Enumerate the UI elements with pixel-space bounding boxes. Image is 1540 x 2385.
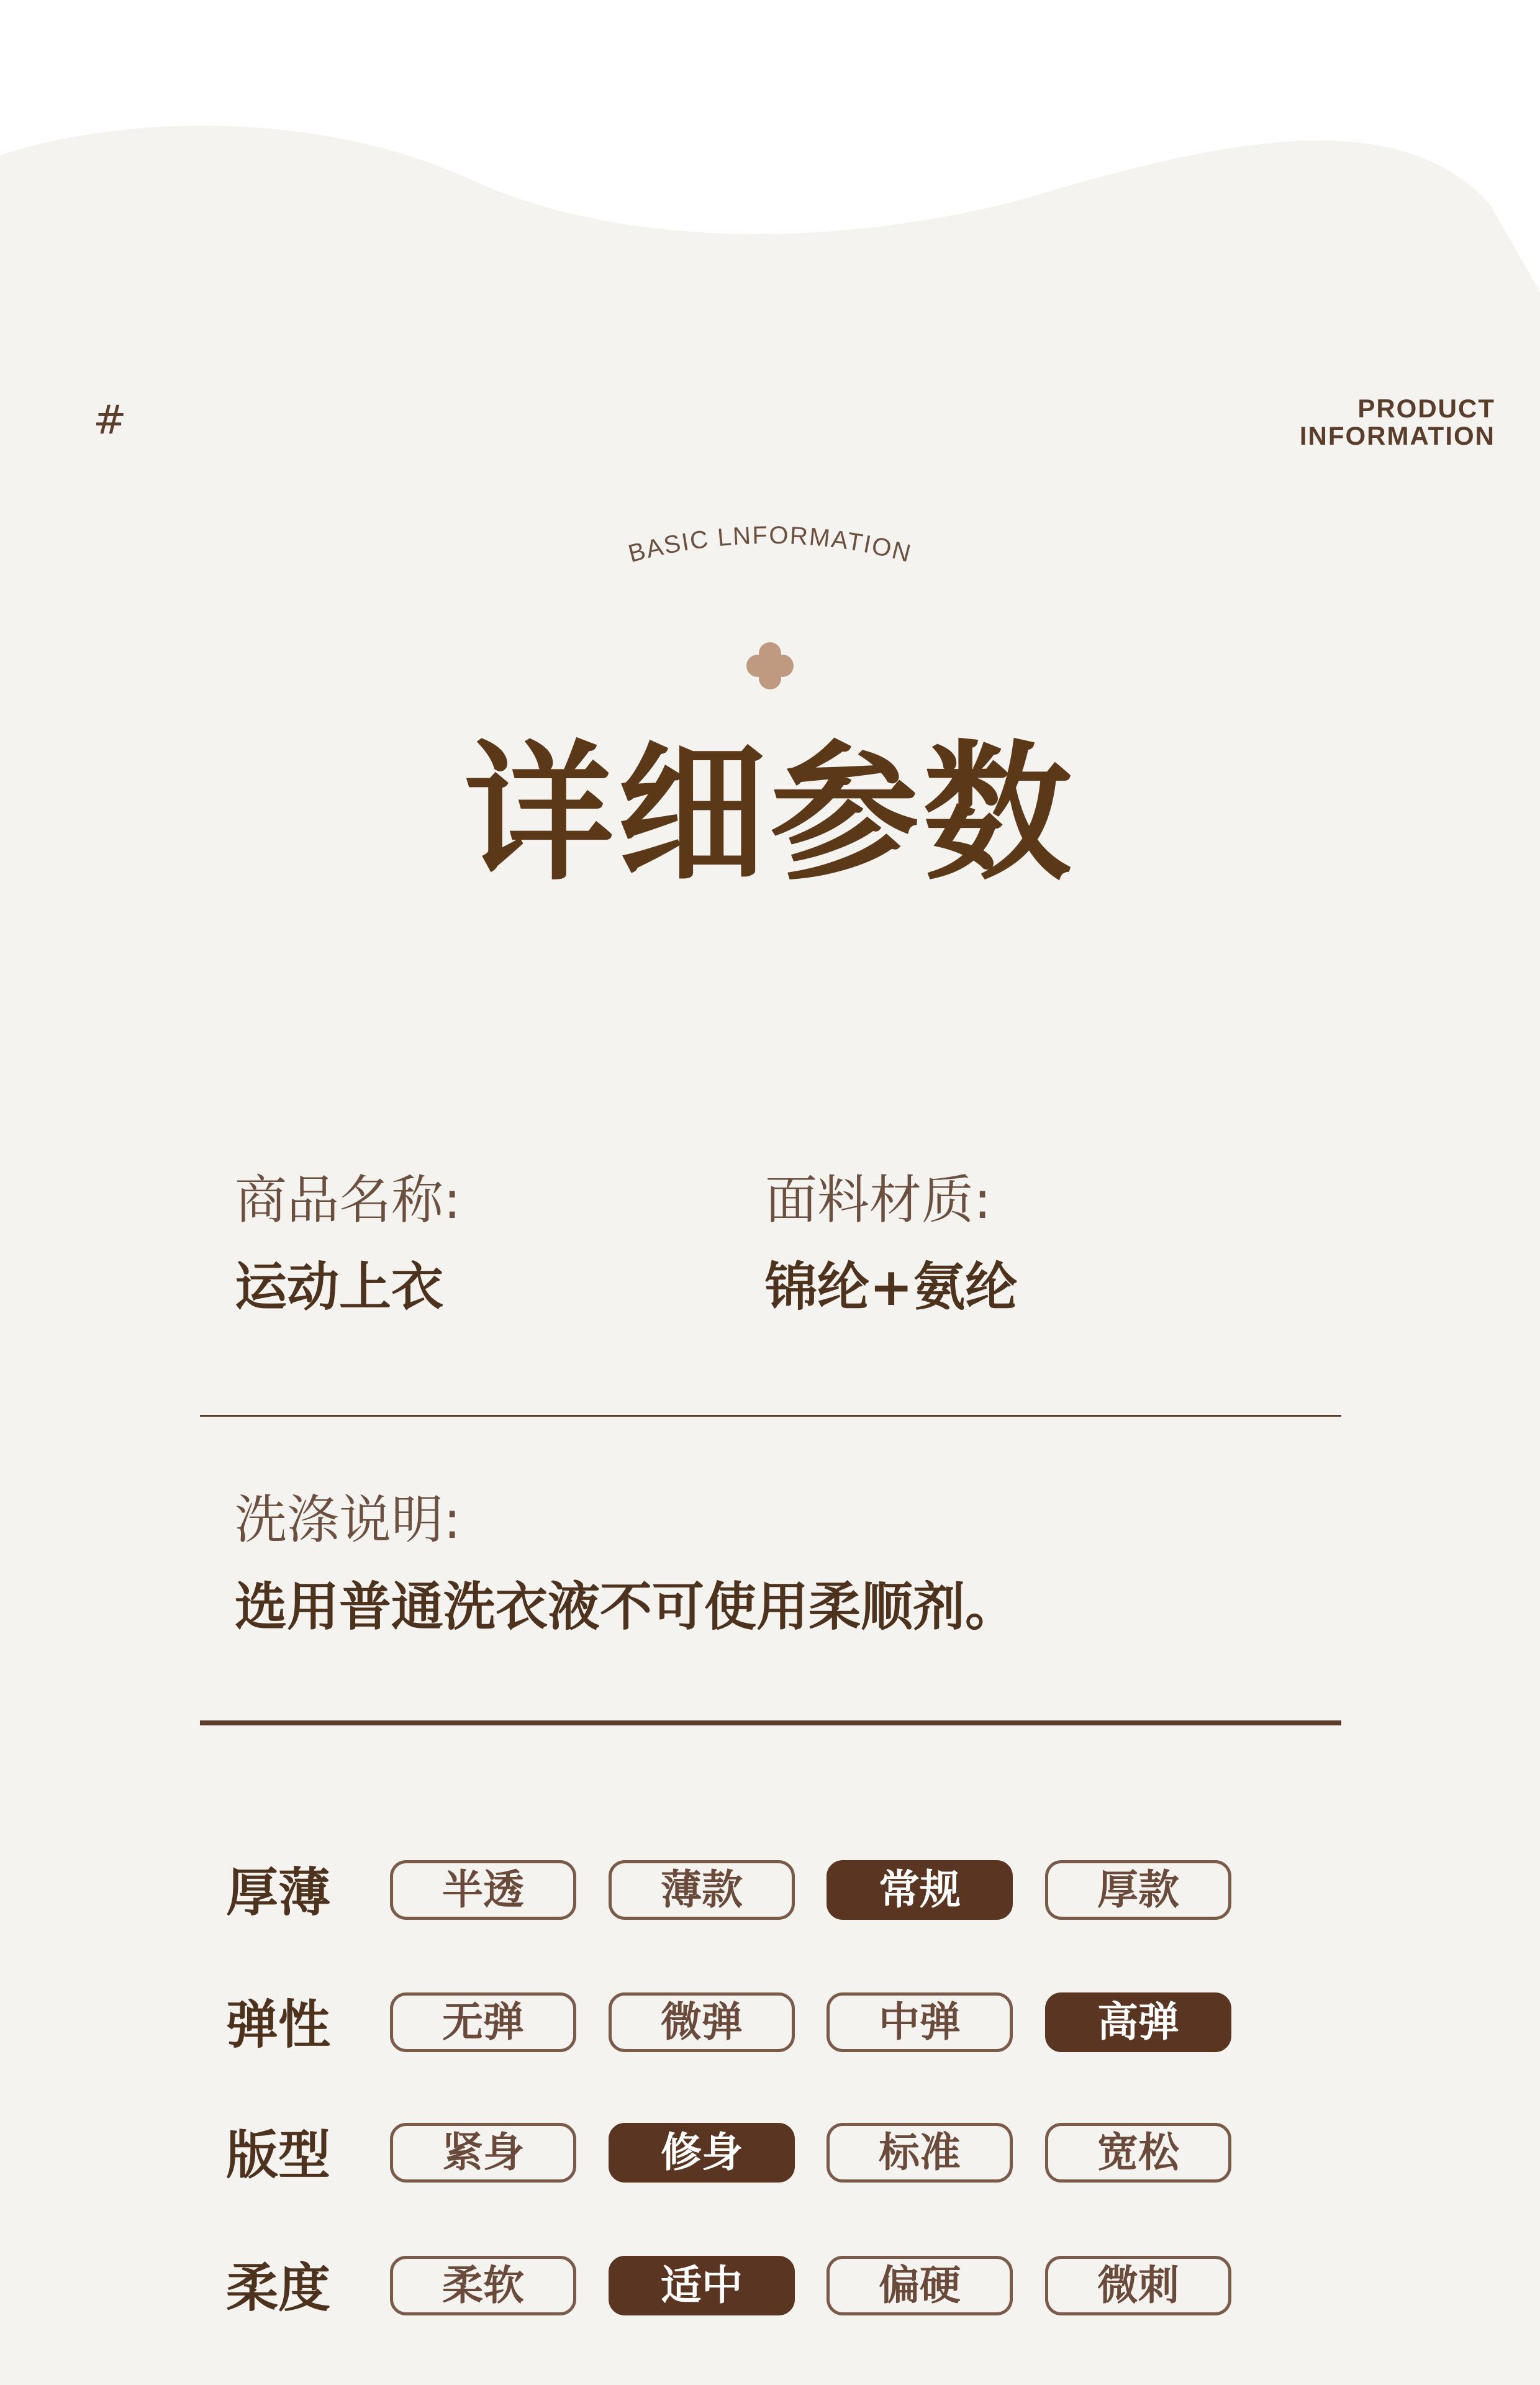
option-pill[interactable]: 适中 [609,2256,795,2315]
wash-value: 选用普通洗衣液不可使用柔顺剂。 [235,1576,1018,1637]
page-title: 详细参数 [464,727,1076,901]
option-pill[interactable]: 紧身 [390,2123,576,2183]
material-value: 锦纶+氨纶 [765,1256,1018,1317]
divider-thin [200,1415,1341,1417]
property-label: 柔度 [226,2258,331,2319]
material-label: 面料材质: [765,1170,992,1230]
arc-caption-text: BASIC LNFORMATION [625,521,915,568]
option-pill[interactable]: 修身 [609,2123,795,2183]
product-info-line1: PRODUCT [1357,394,1495,423]
property-label: 版型 [226,2125,331,2186]
product-info-line2: INFORMATION [1299,421,1495,450]
option-pill[interactable]: 微弹 [609,1992,795,2052]
wash-label: 洗涤说明: [235,1489,461,1550]
product-name-label: 商品名称: [235,1170,461,1230]
option-pill[interactable]: 偏硬 [827,2256,1013,2315]
product-name-value: 运动上衣 [235,1256,444,1317]
arc-caption [584,484,956,609]
property-label: 弹性 [226,1994,331,2055]
option-pill[interactable]: 厚款 [1045,1860,1231,1920]
hash-mark: # [93,398,127,443]
clover-icon [744,640,796,692]
property-label: 厚薄 [226,1862,331,1923]
option-pill[interactable]: 薄款 [609,1860,795,1920]
option-pill[interactable]: 半透 [390,1860,576,1920]
product-information-tag [1300,395,1495,450]
option-pill[interactable]: 高弹 [1045,1992,1231,2052]
option-pill[interactable]: 柔软 [390,2256,576,2315]
option-pill[interactable]: 中弹 [827,1992,1013,2052]
svg-text:BASIC LNFORMATION [625,522,914,568]
option-pill[interactable]: 标准 [827,2123,1013,2183]
option-pill[interactable]: 常规 [827,1860,1013,1920]
option-pill[interactable]: 宽松 [1045,2123,1231,2183]
option-pill[interactable]: 无弹 [390,1992,576,2052]
option-pill[interactable]: 微刺 [1045,2256,1231,2315]
divider-thick [200,1720,1341,1725]
